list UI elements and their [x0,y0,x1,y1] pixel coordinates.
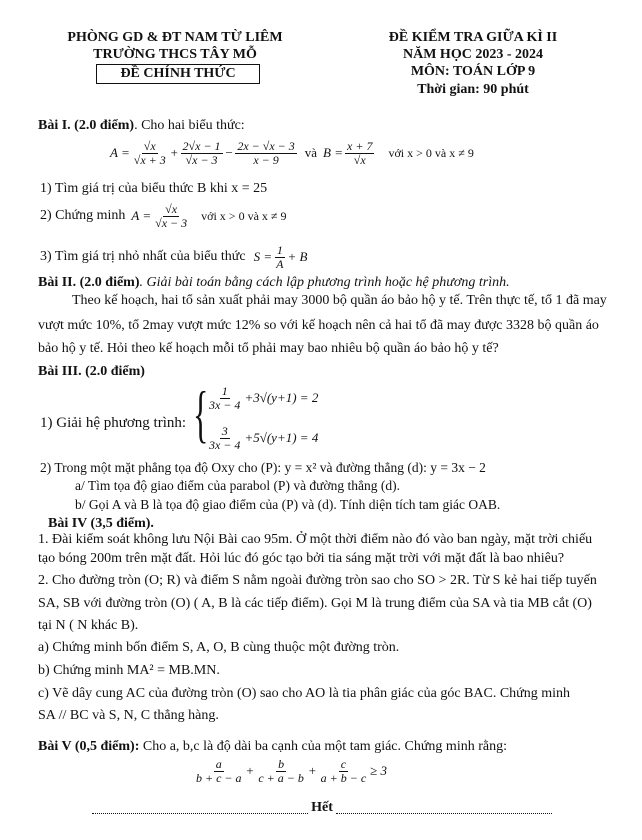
expression-a: A = $\frac{√x}{√x + 3}$ + $\frac{2√x - 1}{√x - 3}$ − $\frac{2x - √x - 3}{x - 9}$ và B = $\frac{x + 7}{√x}$ với x > 0 và x ≠ 9 [110,139,474,167]
subject: MÔN: TOÁN LỚP 9 [410,64,536,79]
bai4-qa: a) Chứng minh bốn điểm S, A, O, B cùng thuộc một đường tròn. [38,640,400,655]
bai3-q2: 2) Trong một mặt phẳng tọa độ Oxy cho (P): y = x² và đường thẳng (d): y = 3x − 2 [40,460,486,475]
school-dept: PHÒNG GD & ĐT NAM TỪ LIÊM [67,30,283,45]
bai5-text: Cho a, b,c là độ dài ba cạnh của một tam giác. Chứng minh rằng: [139,739,507,754]
bai1-intro: . Cho hai biểu thức: [134,118,245,133]
bai1-q2-cond: với x > 0 và x ≠ 9 [201,208,287,223]
ineq-tail: ≥ 3 [370,763,388,779]
system-eq1: $\frac{1}{3x - 4}$ +3√(y+1) = 2 [209,384,319,412]
bai2-subtitle: . Giải bài toán bằng cách lập phương trình hoặc hệ phương trình. [139,275,510,290]
bai5-heading [38,739,507,755]
school-name: TRƯỜNG THCS TÂY MỖ [93,47,257,62]
bai2-line2: vượt mức 10%, tổ 2may vượt mức 12% so với kế hoạch nên cả hai tổ đã may được 3328 bộ quần áo [38,318,599,333]
end-text: Hết [311,800,333,815]
bai5-title: Bài V (0,5 điểm): [38,739,140,754]
bai4-title: Bài IV (3,5 điểm). [48,516,154,531]
exam-title: ĐỀ KIỂM TRA GIỮA KÌ II [388,30,558,45]
official-badge: ĐỀ CHÍNH THỨC [96,64,260,84]
dotted-line-left [92,803,308,814]
eq2-tail: +5√(y+1) = 4 [244,430,319,446]
school-year: NĂM HỌC 2023 - 2024 [403,47,543,62]
bai1-q2: 2) Chứng minh A = $\frac{√x}{√x - 3}$ với x > 0 và x ≠ 9 [40,202,287,230]
bai1-title: Bài I. (2.0 điểm) [38,118,135,133]
bai4-qc-line1: c) Vẽ dây cung AC của đường tròn (O) sao cho AO là tia phân giác của góc BAC. Chứng minh [38,686,571,701]
bai2-line1: Theo kế hoạch, hai tổ sản xuất phải may 3000 bộ quần áo bảo hộ y tế. Trên thực tế, tổ 1 đã may [72,293,607,308]
bai4-p1-line2: tạo bóng 200m trên mặt đất. Hỏi lúc đó góc tạo bởi tia sáng mặt trời với mặt đất là bao nhiêu? [38,551,565,566]
bai2-line3: bảo hộ y tế. Hỏi theo kế hoạch mỗi tổ phải may bao nhiêu bộ quần áo bảo hộ y tế? [38,341,499,356]
bai4-qb: b) Chứng minh MA² = MB.MN. [38,663,220,678]
bai2-heading [38,275,510,291]
eq1-tail: +3√(y+1) = 2 [244,390,319,406]
bai1-q3: 3) Tìm giá trị nhỏ nhất của biểu thức S = $\frac{1}{A}$ + B [40,243,308,271]
condition: với x > 0 và x ≠ 9 [388,145,474,160]
bai3-q2b: b/ Gọi A và B là tọa độ giao điểm của (P) và (d). Tính diện tích tam giác OAB. [75,497,501,512]
bai3-q1-prefix: 1) Giải hệ phương trình: [40,415,187,431]
inequality: $\frac{a}{b + c - a}$ + $\frac{b}{c + a - b}$ + $\frac{c}{a + b - c}$ ≥ 3 [196,757,388,785]
bai1-q3-prefix: 3) Tìm giá trị nhỏ nhất của biểu thức [40,249,246,265]
bai1-q1: 1) Tìm giá trị của biểu thức B khi x = 25 [40,181,268,196]
bai4-p2-line3: tại N ( N khác B). [38,618,139,633]
bai1-q2-prefix: 2) Chứng minh [40,208,126,224]
system-brace: { [193,378,209,449]
system-eq2: $\frac{3}{3x - 4}$ +5√(y+1) = 4 [209,424,319,452]
duration: Thời gian: 90 phút [417,82,529,97]
bai3-q2a: a/ Tìm tọa độ giao điểm của parabol (P) và đường thẳng (d). [75,478,400,493]
bai4-p2-line1: 2. Cho đường tròn (O; R) và điểm S nằm ngoài đường tròn sao cho SO > 2R. Từ S kẻ hai tiếp tuyến [38,573,597,588]
end-marker [92,800,552,816]
bai1-heading [38,118,245,134]
bai3-title: Bài III. (2.0 điểm) [38,364,145,379]
bai4-qc-line2: SA // BC và S, N, C thẳng hàng. [38,708,219,723]
bai4-p2-line2: SA, SB với đường tròn (O) ( A, B là các tiếp điểm). Gọi M là trung điểm của SA và tia MB cắt (O) [38,596,592,611]
bai2-title: Bài II. (2.0 điểm) [38,275,140,290]
bai4-p1-line1: 1. Đài kiểm soát không lưu Nội Bài cao 95m. Ở một thời điểm nào đó vào ban ngày, mặt trời chiếu [38,532,593,547]
expr-b-conj: và [304,145,318,161]
dotted-line-right [336,803,552,814]
